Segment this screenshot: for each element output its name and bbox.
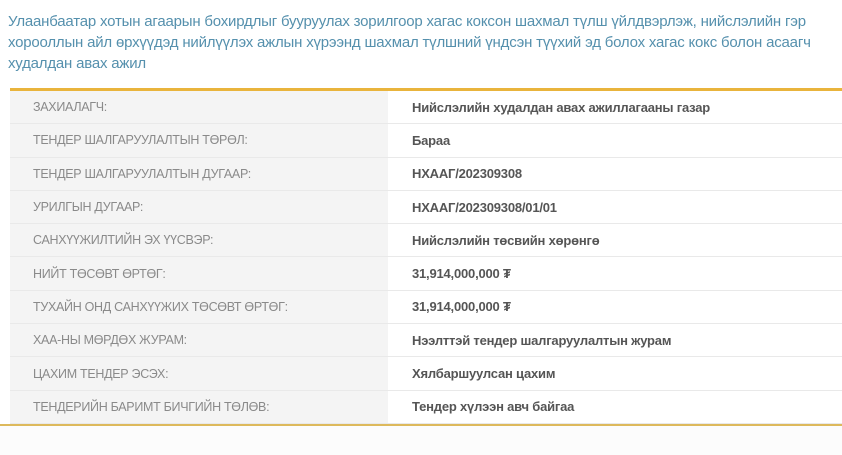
row-value: Бараа <box>388 124 842 156</box>
row-value: Нээлттэй тендер шалгаруулалтын журам <box>388 324 842 356</box>
row-label: УРИЛГЫН ДУГААР: <box>10 191 388 223</box>
table-row <box>10 324 842 357</box>
row-label: ТЕНДЕРИЙН БАРИМТ БИЧГИЙН ТӨЛӨВ: <box>10 391 388 423</box>
table-row <box>10 224 842 257</box>
table-row <box>10 191 842 224</box>
table-row <box>10 357 842 390</box>
row-label: ТЕНДЕР ШАЛГАРУУЛАЛТЫН ДУГААР: <box>10 158 388 190</box>
row-value: 31,914,000,000 ₮ <box>388 291 842 323</box>
row-label: ЗАХИАЛАГЧ: <box>10 91 388 123</box>
table-row <box>10 291 842 324</box>
table-row <box>10 391 842 424</box>
row-value: НХААГ/202309308/01/01 <box>388 191 842 223</box>
row-label: ХАА-НЫ МӨРДӨХ ЖУРАМ: <box>10 324 388 356</box>
row-label: САНХҮҮЖИЛТИЙН ЭХ ҮҮСВЭР: <box>10 224 388 256</box>
footer-background <box>0 426 842 455</box>
row-label: ТУХАЙН ОНД САНХҮҮЖИХ ТӨСӨВТ ӨРТӨГ: <box>10 291 388 323</box>
table-row <box>10 91 842 124</box>
row-label: ТЕНДЕР ШАЛГАРУУЛАЛТЫН ТӨРӨЛ: <box>10 124 388 156</box>
row-value: НХААГ/202309308 <box>388 158 842 190</box>
page-title: Улаанбаатар хотын агаарын бохирдлыг бууруулах зорилгоор хагас коксон шахмал түлш үйлдвэрлэж, нийслэлийн гэр хорооллын айл өрхүүдэд нийлүүлэх ажлын хүрээнд шахмал түлшний үндсэн түүхий эд болох хагас кокс болон асаагч худалдан авах ажил <box>8 13 811 72</box>
row-value: Хялбаршуулсан цахим <box>388 357 842 389</box>
row-label: НИЙТ ТӨСӨВТ ӨРТӨГ: <box>10 257 388 289</box>
table-row <box>10 158 842 191</box>
row-value: 31,914,000,000 ₮ <box>388 257 842 289</box>
row-label: ЦАХИМ ТЕНДЕР ЭСЭХ: <box>10 357 388 389</box>
tender-details-table <box>10 88 842 424</box>
table-row <box>10 257 842 290</box>
table-row <box>10 124 842 157</box>
row-value: Нийслэлийн худалдан авах ажиллагааны газар <box>388 91 842 123</box>
row-value: Тендер хүлээн авч байгаа <box>388 391 842 423</box>
row-value: Нийслэлийн төсвийн хөрөнгө <box>388 224 842 256</box>
